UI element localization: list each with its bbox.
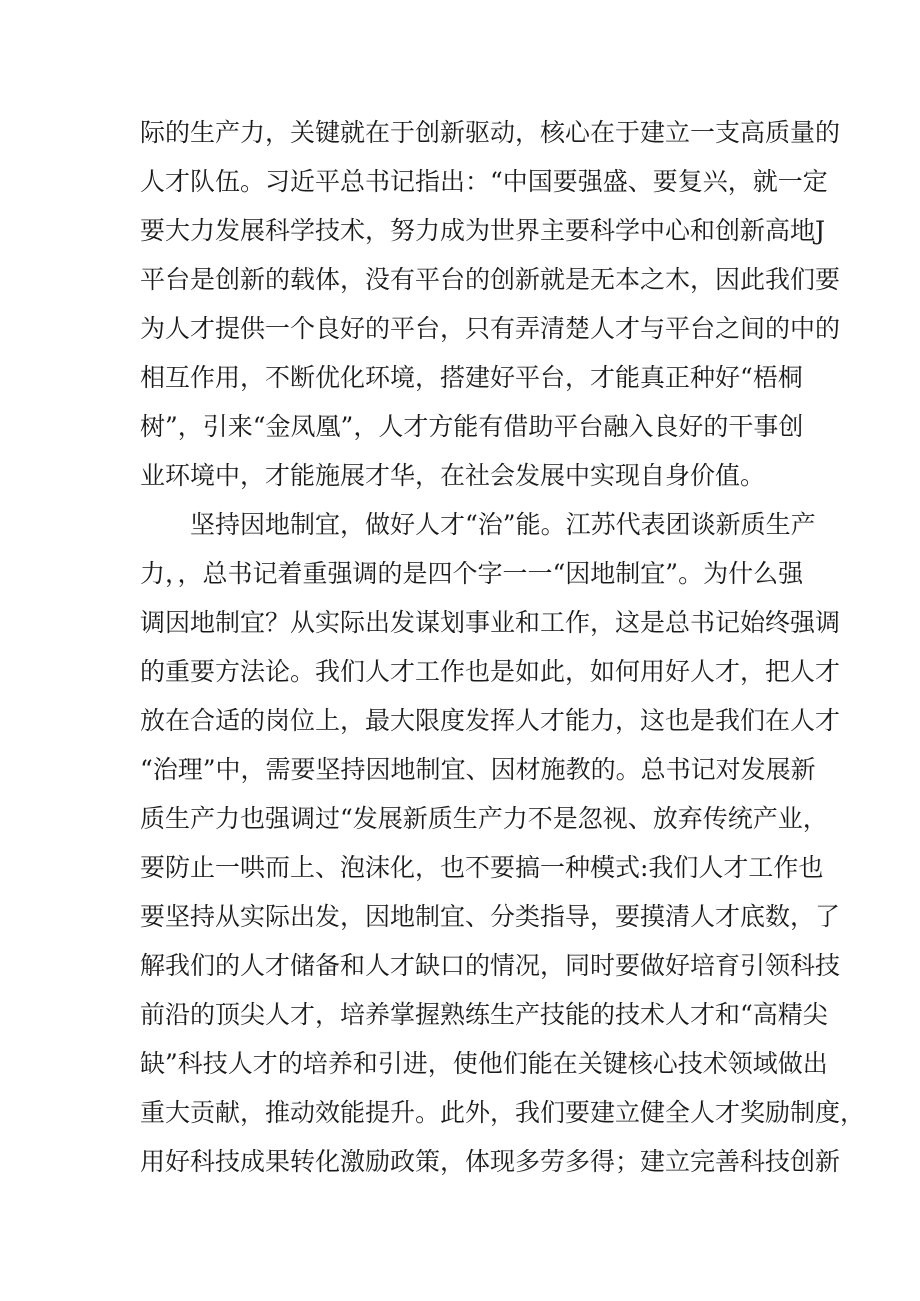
text-line: 缺”科技人才的培养和引进，使他们能在关键核心技术领域做出	[140, 1049, 828, 1078]
text-line: “治理”中，需要坚持因地制宜、因材施教的。总书记对发展新	[140, 755, 816, 784]
text-line: 人才队伍。习近平总书记指出：“中国要强盛、要复兴，就一定	[140, 167, 828, 196]
text-line: 要大力发展科学技术，努力成为世界主要科学中心和创新高地J	[140, 216, 826, 245]
text-line: 解我们的人才储备和人才缺口的情况，同时要做好培育引领科技	[140, 951, 841, 980]
document-body	[140, 108, 866, 1186]
text-line: 要防止一哄而上、泡沫化，也不要搞一种模式:我们人才工作也	[140, 853, 824, 882]
text-line: 调因地制宜？从实际出发谋划事业和工作，这是总书记始终强调	[140, 608, 841, 637]
text-line: 重大贡献，推动效能提升。此外，我们要建立健全人才奖励制度，	[140, 1098, 866, 1127]
text-line: 前沿的顶尖人才，培养掌握熟练生产技能的技术人才和“高精尖	[140, 1000, 828, 1029]
text-line: 的重要方法论。我们人才工作也是如此，如何用好人才，把人才	[140, 657, 841, 686]
text-line: 树”，引来“金凤凰”，人才方能有借助平台融入良好的干事创	[140, 412, 804, 441]
paragraph-talent-platform	[140, 108, 841, 500]
text-line: 放在合适的岗位上，最大限度发挥人才能力，这也是我们在人才	[140, 706, 841, 735]
text-line: 要坚持从实际出发，因地制宜、分类指导，要摸清人才底数，了	[140, 902, 841, 931]
text-line: 业环境中，才能施展才华，在社会发展中实现自身价值。	[140, 461, 766, 490]
paragraph-local-conditions	[140, 500, 866, 1186]
text-line: 为人才提供一个良好的平台，只有弄清楚人才与平台之间的中的	[140, 314, 841, 343]
text-line: 际的生产力，关键就在于创新驱动，核心在于建立一支高质量的	[140, 118, 841, 147]
text-line: 质生产力也强调过“发展新质生产力不是忽视、放弃传统产业，	[140, 804, 828, 833]
text-line: 力，，总书记着重强调的是四个字一一“因地制宜”。为什么强	[140, 559, 804, 588]
text-line: 坚持因地制宜，做好人才“治”能。江苏代表团谈新质生产	[190, 510, 816, 539]
text-line: 用好科技成果转化激励政策，体现多劳多得；建立完善科技创新	[140, 1147, 841, 1176]
text-line: 平台是创新的载体，没有平台的创新就是无本之木，因此我们要	[140, 265, 841, 294]
text-line: 相互作用，不断优化环境，搭建好平台，才能真正种好“梧桐	[140, 363, 803, 392]
